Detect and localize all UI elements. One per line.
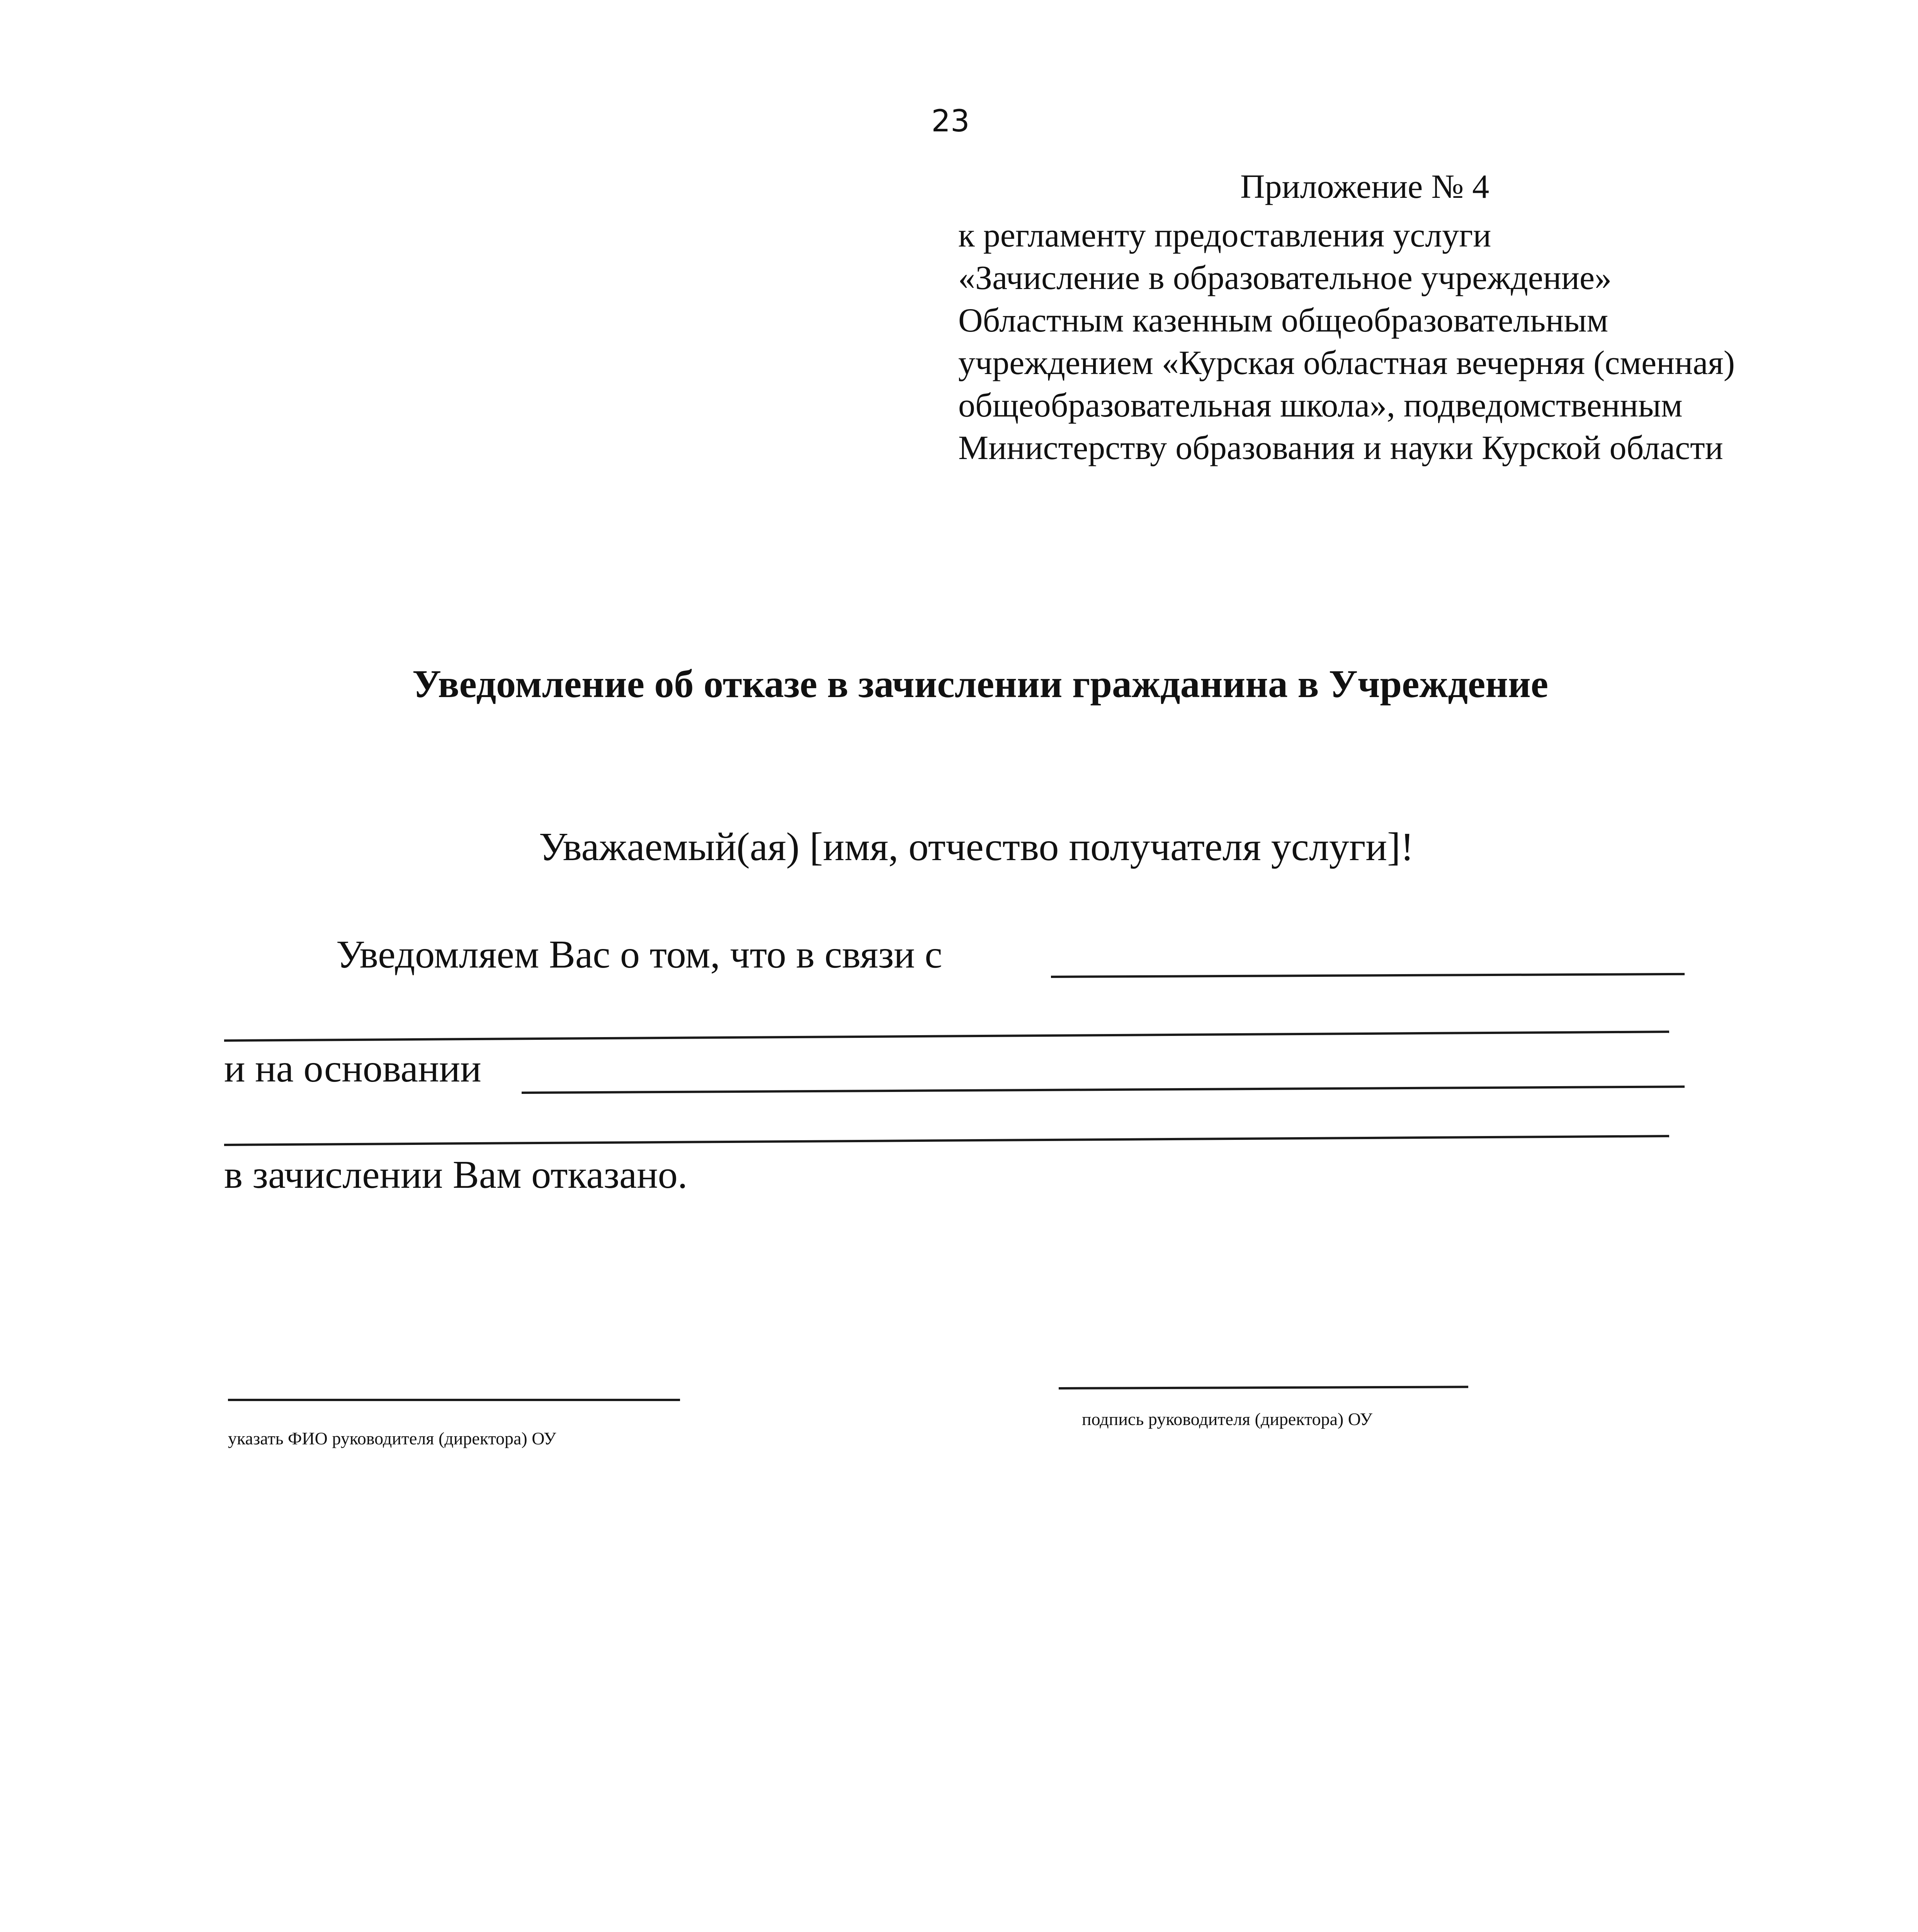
appendix-description xyxy=(958,214,1735,469)
director-name-caption: указать ФИО руководителя (директора) ОУ xyxy=(228,1429,556,1448)
appendix-line: к регламенту предоставления услуги xyxy=(958,217,1491,254)
notice-text-refusal: в зачислении Вам отказано. xyxy=(224,1153,688,1197)
notice-text-basis: и на основании xyxy=(224,1047,481,1090)
appendix-line: Министерству образования и науки Курской области xyxy=(958,429,1723,467)
notice-text-reason: Уведомляем Вас о том, что в связи с xyxy=(336,933,942,976)
basis-blank-line xyxy=(522,1085,1685,1094)
director-signature-blank-line xyxy=(1059,1386,1468,1389)
page-number: 23 xyxy=(931,104,970,139)
appendix-line: учреждением «Курская областная вечерняя (сменная) xyxy=(958,344,1735,382)
appendix-line: общеобразовательная школа», подведомственным xyxy=(958,387,1683,424)
director-name-blank-line xyxy=(228,1399,680,1401)
reason-blank-line xyxy=(1051,973,1685,978)
document-title: Уведомление об отказе в зачислении гражданина в Учреждение xyxy=(412,662,1549,706)
appendix-line: Областным казенным общеобразовательным xyxy=(958,302,1609,339)
greeting: Уважаемый(ая) [имя, отчество получателя услуги]! xyxy=(539,825,1414,869)
director-signature-caption: подпись руководителя (директора) ОУ xyxy=(1082,1409,1372,1429)
appendix-line: «Зачисление в образовательное учреждение» xyxy=(958,259,1612,297)
basis-continuation-blank-line xyxy=(224,1135,1669,1146)
reason-continuation-blank-line xyxy=(224,1031,1669,1042)
appendix-title: Приложение № 4 xyxy=(1240,168,1490,206)
